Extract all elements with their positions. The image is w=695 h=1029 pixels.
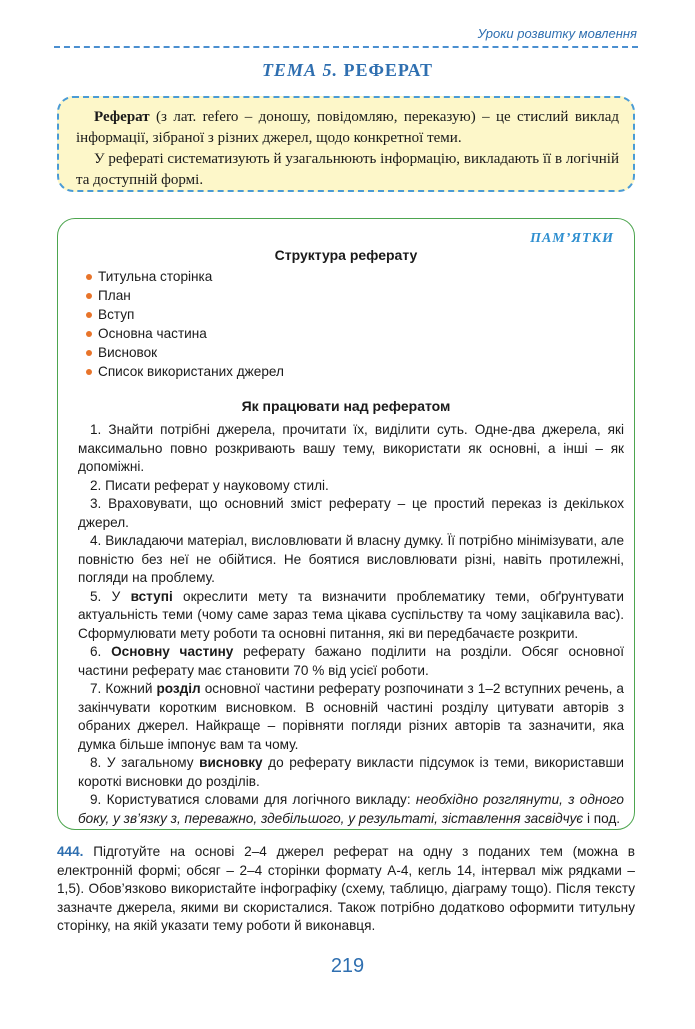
running-header: Уроки розвитку мовлення: [477, 26, 637, 41]
definition-paragraph-2: У рефераті систематизують й узагальнюють інформацію, викладають її в логічній та доступній формі.: [76, 151, 619, 188]
list-item: Вступ: [86, 305, 284, 324]
list-item: Титульна сторінка: [86, 267, 284, 286]
bullet-icon: [86, 331, 92, 337]
step-4: 4. Викладаючи матеріал, висловлювати й власну думку. Її потрібно мінімізувати, але повністю без неї не обійтися. Не боятися висловлювати різні, навіть протилежні, погляди на проблему.: [78, 533, 624, 585]
bullet-icon: [86, 369, 92, 375]
exercise: [57, 843, 635, 936]
header-divider: [54, 46, 638, 48]
structure-list: [86, 267, 284, 381]
bullet-icon: [86, 293, 92, 299]
step-1: 1. Знайти потрібні джерела, прочитати їх, виділити суть. Одне-два джерела, які максимально повно розкривають вашу тему, використати як основні, а інші – як допоміжні.: [78, 422, 624, 474]
topic-title: [0, 60, 695, 81]
exercise-number: 444.: [57, 844, 84, 859]
definition-box: [57, 96, 635, 192]
steps-list: [78, 421, 624, 828]
exercise-text: Підготуйте на основі 2–4 джерел реферат на одну з поданих тем (можна в електронній формі; обсяг – 2–4 сторінки формату А-4, кегль 14, інтервал між рядками – 1,5). Обов’язково використайте інфографіку (схему, таблицю, діаграму тощо). Після тексту зазначте джерела, якими ви скористалися. Також потрібно додатково оформити титульну сторінку, на якій указати тему роботи й виконавця.: [57, 844, 635, 933]
memo-box: [57, 218, 635, 830]
list-item: Список використаних джерел: [86, 362, 284, 381]
bullet-icon: [86, 274, 92, 280]
bullet-icon: [86, 312, 92, 318]
memo-label: ПАМ’ЯТКИ: [530, 231, 614, 246]
definition-text: (з лат. refero – доношу, повідомляю, переказую) – це стислий виклад інформації, зібраної з різних джерел, щодо конкретної теми.: [76, 109, 619, 146]
page-number: 219: [330, 955, 365, 977]
step-7: 7. Кожний розділ основної частини реферату розпочинати з 1–2 вступних речень, а закінчувати коротким висновком. В основній частині розділу цитувати авторів з обраних джерел. Найкраще – порівняти погляди різних авторів та зазначити, яка думка більше імпонує вам та чому.: [78, 681, 624, 752]
topic-name: РЕФЕРАТ: [343, 60, 434, 80]
step-5: 5. У вступі окреслити мету та визначити проблематику теми, обґрунтувати актуальність теми (чому саме зараз тема цікава суспільству та чому зацікавила вас). Сформулювати мету роботи та основні питання, які ви передбачаєте розкрити.: [78, 588, 624, 641]
step-8: 8. У загальному висновку до реферату викласти підсумок із теми, використавши короткі висновки до розділів.: [78, 755, 624, 789]
step-3: 3. Враховувати, що основний зміст реферату – це простий переказ із декількох джерел.: [78, 496, 624, 530]
step-9: 9. Користуватися словами для логічного викладу: необхідно розглянути, з одного боку, у зв’язку з, переважно, здебільшого, у результаті, зіставлення засвідчує і под.: [78, 792, 624, 826]
bullet-icon: [86, 350, 92, 356]
definition-term: Реферат: [94, 109, 150, 125]
how-title: Як працювати над рефератом: [241, 398, 451, 414]
topic-prefix: ТЕМА 5.: [261, 60, 338, 80]
step-2: 2. Писати реферат у науковому стилі.: [90, 477, 329, 493]
list-item: План: [86, 286, 284, 305]
list-item: Основна частина: [86, 324, 284, 343]
definition-paragraph: [76, 107, 619, 149]
step-6: 6. Основну частину реферату бажано поділити на розділи. Обсяг основної частини реферату має становити 70 % від усієї роботи.: [78, 644, 624, 678]
list-item: Висновок: [86, 343, 284, 362]
structure-title: Структура реферату: [274, 247, 418, 263]
